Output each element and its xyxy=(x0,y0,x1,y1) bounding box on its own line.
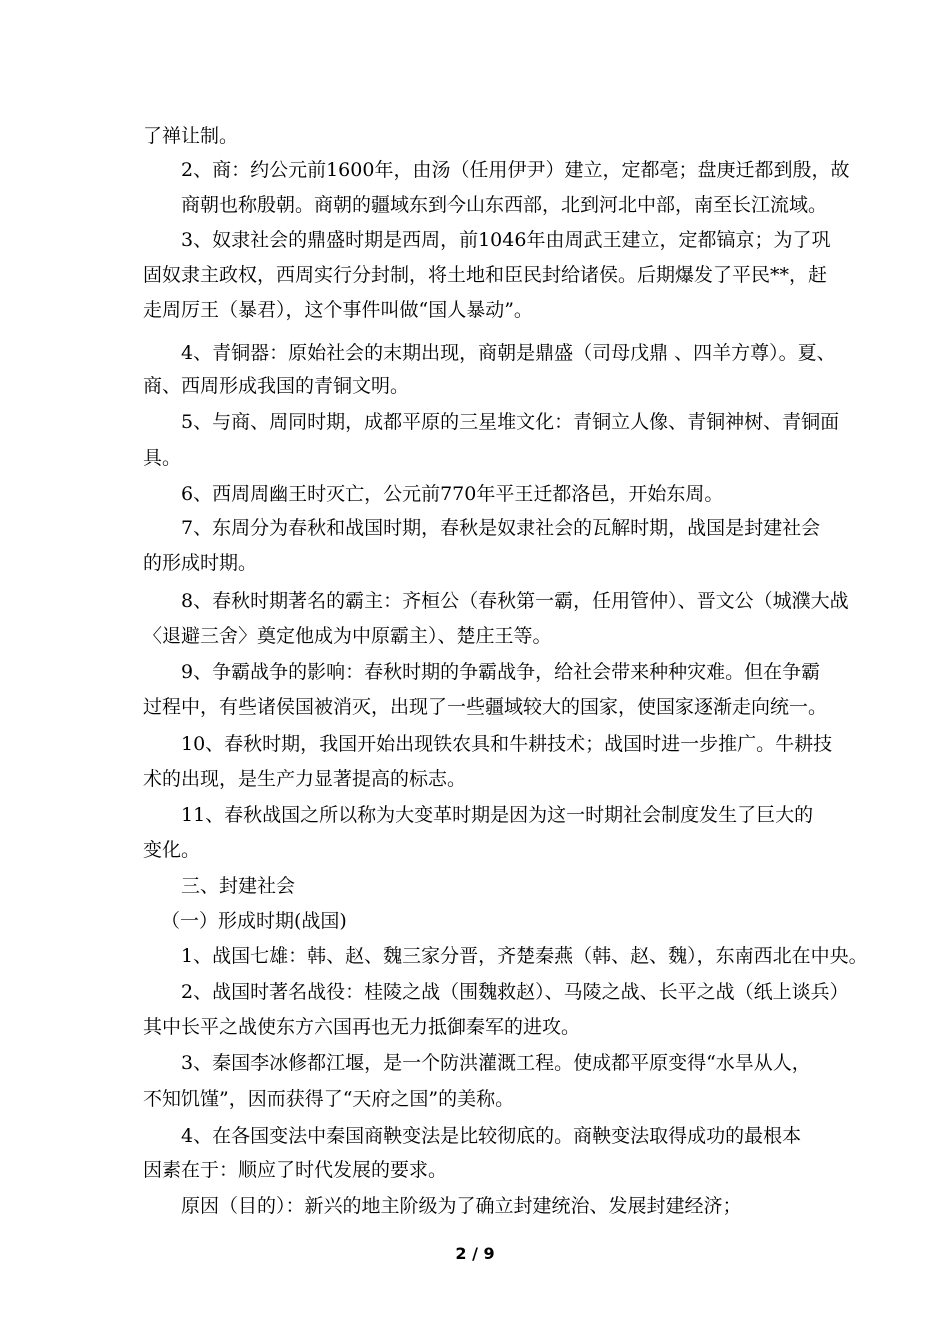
paragraph-line: 4、青铜器：原始社会的末期出现，商朝是鼎盛（司母戊鼎 、四羊方尊）。夏、 xyxy=(181,342,836,364)
paragraph-line: 其中长平之战使东方六国再也无力抵御秦军的进攻。 xyxy=(143,1016,581,1038)
page-number: 2 / 9 xyxy=(455,1244,495,1263)
paragraph-line: 2、商：约公元前1600年，由汤（任用伊尹）建立，定都亳；盘庚迁都到殷，故 xyxy=(181,159,850,181)
paragraph-line: 〈退避三舍〉奠定他成为中原霸主）、楚庄王等。 xyxy=(143,625,552,647)
paragraph-line: 5、与商、周同时期，成都平原的三星堆文化：青铜立人像、青铜神树、青铜面 xyxy=(181,411,840,433)
paragraph-line: 11、春秋战国之所以称为大变革时期是因为这一时期社会制度发生了巨大的 xyxy=(181,804,814,826)
paragraph-line: 固奴隶主政权，西周实行分封制，将土地和臣民封给诸侯。后期爆发了平民**，赶 xyxy=(143,264,828,286)
paragraph-line: 具。 xyxy=(143,447,182,469)
paragraph-line: 的形成时期。 xyxy=(143,552,258,574)
paragraph-line: 2、战国时著名战役：桂陵之战（围魏救赵）、马陵之战、长平之战（纸上谈兵） xyxy=(181,981,849,1003)
paragraph-line: 商朝也称殷朝。商朝的疆域东到今山东西部，北到河北中部，南至长江流域。 xyxy=(181,194,828,216)
paragraph-line: 原因（目的）：新兴的地主阶级为了确立封建统治、发展封建经济； xyxy=(181,1195,742,1217)
paragraph-line: 了禅让制。 xyxy=(143,125,239,147)
paragraph-line: 3、秦国李冰修都江堰，是一个防洪灌溉工程。使成都平原变得“水旱从人， xyxy=(181,1052,811,1074)
paragraph-line: 8、春秋时期著名的霸主：齐桓公（春秋第一霸，任用管仲）、晋文公（城濮大战 xyxy=(181,590,849,612)
paragraph-line: 走周厉王（暴君），这个事件叫做“国人暴动”。 xyxy=(143,299,533,321)
paragraph-line: 6、西周周幽王时灭亡，公元前770年平王迁都洛邑，开始东周。 xyxy=(181,483,724,505)
paragraph-line: 术的出现，是生产力显著提高的标志。 xyxy=(143,768,467,790)
paragraph-line: 商、西周形成我国的青铜文明。 xyxy=(143,375,410,397)
paragraph-line: 9、争霸战争的影响：春秋时期的争霸战争，给社会带来种种灾难。但在争霸 xyxy=(181,661,821,683)
paragraph-line: 1、战国七雄：韩、赵、魏三家分晋，齐楚秦燕（韩、赵、魏），东南西北在中央。 xyxy=(181,945,868,967)
paragraph-line: 7、东周分为春秋和战国时期，春秋是奴隶社会的瓦解时期，战国是封建社会 xyxy=(181,517,821,539)
subsection-heading: （一）形成时期(战国) xyxy=(161,910,347,932)
paragraph-line: 不知饥馑”，因而获得了“天府之国”的美称。 xyxy=(143,1088,515,1110)
paragraph-line: 过程中，有些诸侯国被消灭，出现了一些疆域较大的国家，使国家逐渐走向统一。 xyxy=(143,696,828,718)
paragraph-line: 因素在于：顺应了时代发展的要求。 xyxy=(143,1159,448,1181)
paragraph-line: 3、奴隶社会的鼎盛时期是西周，前1046年由周武王建立，定都镐京；为了巩 xyxy=(181,229,831,251)
section-heading: 三、封建社会 xyxy=(181,875,296,897)
paragraph-line: 4、在各国变法中秦国商鞅变法是比较彻底的。商鞅变法取得成功的最根本 xyxy=(181,1125,802,1147)
paragraph-line: 10、春秋时期，我国开始出现铁农具和牛耕技术；战国时进一步推广。牛耕技 xyxy=(181,733,833,755)
paragraph-line: 变化。 xyxy=(143,839,201,861)
